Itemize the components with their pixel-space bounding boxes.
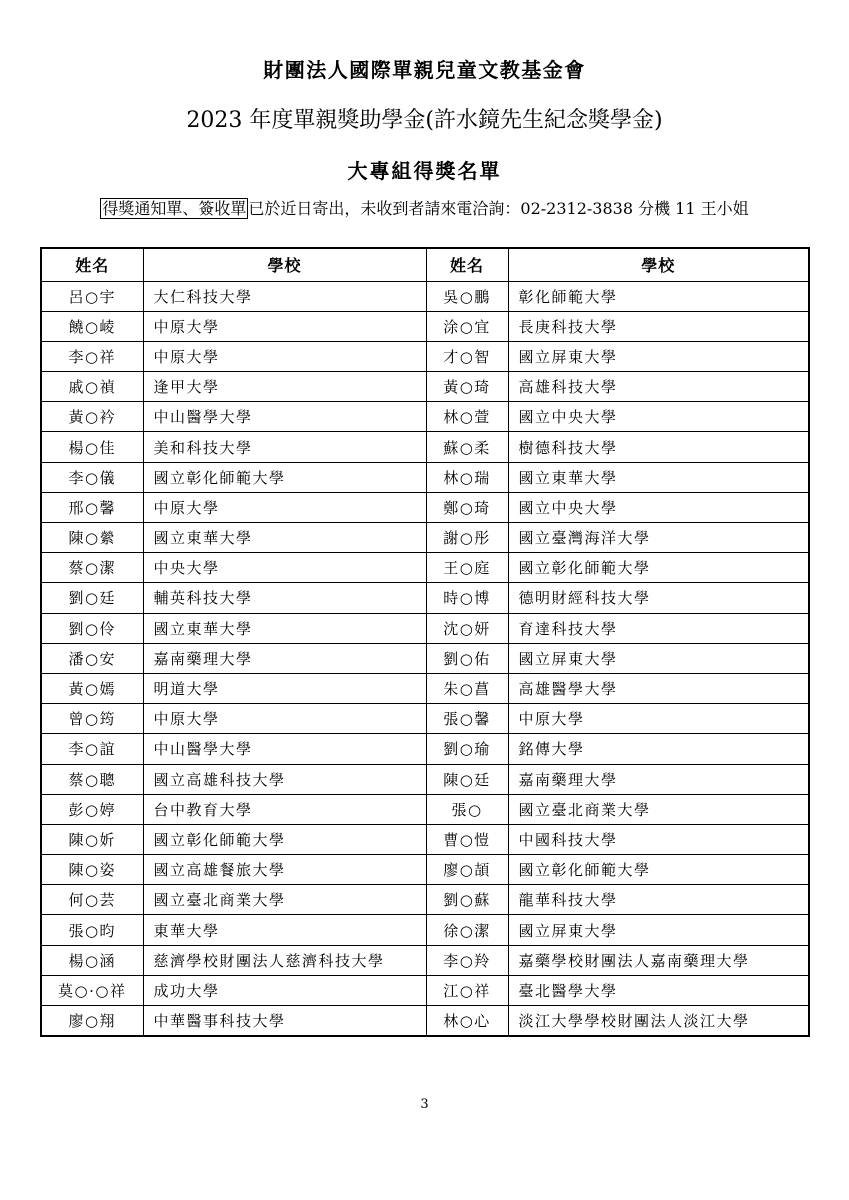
winner-name-cell: 鄭○琦 <box>426 492 508 522</box>
school-name-cell: 國立屏東大學 <box>508 341 809 371</box>
school-name-cell: 慈濟學校財團法人慈濟科技大學 <box>143 945 426 975</box>
school-name-cell: 中央大學 <box>143 553 426 583</box>
school-name-cell: 成功大學 <box>143 975 426 1005</box>
winner-name-cell: 黃○衿 <box>41 402 143 432</box>
table-row <box>41 583 809 613</box>
table-row <box>41 432 809 462</box>
table-row <box>41 794 809 824</box>
winner-name-cell: 劉○廷 <box>41 583 143 613</box>
school-name-cell: 國立臺北商業大學 <box>143 885 426 915</box>
school-name-cell: 國立東華大學 <box>143 613 426 643</box>
school-name-cell: 國立彰化師範大學 <box>508 553 809 583</box>
table-row <box>41 764 809 794</box>
school-name-cell: 中國科技大學 <box>508 824 809 854</box>
winner-name-cell: 張○ <box>426 794 508 824</box>
winner-name-cell: 江○祥 <box>426 975 508 1005</box>
table-row <box>41 372 809 402</box>
winner-name-cell: 林○萱 <box>426 402 508 432</box>
school-name-cell: 中原大學 <box>143 704 426 734</box>
winner-name-cell: 謝○彤 <box>426 523 508 553</box>
winner-name-cell: 劉○瑜 <box>426 734 508 764</box>
winner-name-cell: 潘○安 <box>41 643 143 673</box>
table-row <box>41 402 809 432</box>
winner-name-cell: 才○智 <box>426 341 508 371</box>
school-name-cell: 國立東華大學 <box>508 462 809 492</box>
winner-name-cell: 徐○潔 <box>426 915 508 945</box>
table-row <box>41 975 809 1005</box>
winner-name-cell: 楊○涵 <box>41 945 143 975</box>
winner-name-cell: 曹○愷 <box>426 824 508 854</box>
winner-name-cell: 張○馨 <box>426 704 508 734</box>
winner-name-cell: 何○芸 <box>41 885 143 915</box>
header-name-left: 姓名 <box>41 248 143 281</box>
school-name-cell: 中原大學 <box>143 492 426 522</box>
school-name-cell: 國立臺灣海洋大學 <box>508 523 809 553</box>
winner-name-cell: 戚○禎 <box>41 372 143 402</box>
school-name-cell: 中原大學 <box>143 311 426 341</box>
school-name-cell: 高雄醫學大學 <box>508 673 809 703</box>
winner-name-cell: 廖○翔 <box>41 1006 143 1036</box>
school-name-cell: 國立彰化師範大學 <box>508 855 809 885</box>
school-name-cell: 輔英科技大學 <box>143 583 426 613</box>
school-name-cell: 中山醫學大學 <box>143 402 426 432</box>
winner-name-cell: 曾○筠 <box>41 704 143 734</box>
school-name-cell: 國立高雄科技大學 <box>143 764 426 794</box>
winner-name-cell: 廖○頡 <box>426 855 508 885</box>
table-row <box>41 492 809 522</box>
winner-name-cell: 林○瑞 <box>426 462 508 492</box>
table-row <box>41 341 809 371</box>
school-name-cell: 明道大學 <box>143 673 426 703</box>
winner-name-cell: 莫○·○祥 <box>41 975 143 1005</box>
winners-table-header <box>41 248 809 281</box>
header-row <box>41 248 809 281</box>
winner-name-cell: 呂○宇 <box>41 281 143 311</box>
winner-name-cell: 劉○蘇 <box>426 885 508 915</box>
winner-name-cell: 劉○佑 <box>426 643 508 673</box>
school-name-cell: 大仁科技大學 <box>143 281 426 311</box>
notice-line <box>0 196 849 219</box>
school-name-cell: 嘉藥學校財團法人嘉南藥理大學 <box>508 945 809 975</box>
winner-name-cell: 時○博 <box>426 583 508 613</box>
school-name-cell: 國立中央大學 <box>508 402 809 432</box>
winner-name-cell: 蔡○聰 <box>41 764 143 794</box>
school-name-cell: 逢甲大學 <box>143 372 426 402</box>
notice-boxed-text: 得獎通知單、簽收單 <box>102 199 247 218</box>
table-row <box>41 523 809 553</box>
school-name-cell: 樹德科技大學 <box>508 432 809 462</box>
winner-name-cell: 黃○琦 <box>426 372 508 402</box>
table-row <box>41 643 809 673</box>
winner-name-cell: 黃○嫣 <box>41 673 143 703</box>
school-name-cell: 國立高雄餐旅大學 <box>143 855 426 885</box>
scholarship-title: 2023 年度單親獎助學金(許水鏡先生紀念獎學金) <box>186 108 663 133</box>
school-name-cell: 育達科技大學 <box>508 613 809 643</box>
table-row <box>41 915 809 945</box>
table-row <box>41 553 809 583</box>
winner-name-cell: 林○心 <box>426 1006 508 1036</box>
winner-name-cell: 沈○妍 <box>426 613 508 643</box>
school-name-cell: 中原大學 <box>508 704 809 734</box>
winner-name-cell: 蘇○柔 <box>426 432 508 462</box>
school-name-cell: 嘉南藥理大學 <box>508 764 809 794</box>
school-name-cell: 臺北醫學大學 <box>508 975 809 1005</box>
school-name-cell: 國立彰化師範大學 <box>143 824 426 854</box>
winner-name-cell: 陳○縈 <box>41 523 143 553</box>
school-name-cell: 美和科技大學 <box>143 432 426 462</box>
school-name-cell: 淡江大學學校財團法人淡江大學 <box>508 1006 809 1036</box>
table-row <box>41 824 809 854</box>
winner-name-cell: 李○羚 <box>426 945 508 975</box>
winner-name-cell: 劉○伶 <box>41 613 143 643</box>
winner-name-cell: 陳○妡 <box>41 824 143 854</box>
school-name-cell: 彰化師範大學 <box>508 281 809 311</box>
table-row <box>41 1006 809 1036</box>
winner-name-cell: 饒○崚 <box>41 311 143 341</box>
header-name-right: 姓名 <box>426 248 508 281</box>
winner-name-cell: 陳○廷 <box>426 764 508 794</box>
school-name-cell: 高雄科技大學 <box>508 372 809 402</box>
school-name-cell: 長庚科技大學 <box>508 311 809 341</box>
table-row <box>41 855 809 885</box>
winners-table <box>40 247 810 1037</box>
table-row <box>41 462 809 492</box>
winner-name-cell: 陳○姿 <box>41 855 143 885</box>
notice-text: 已於近日寄出，未收到者請來電洽詢：02-2312-3838 分機 11 王小姐 <box>248 199 749 218</box>
winner-name-cell: 蔡○潔 <box>41 553 143 583</box>
school-name-cell: 中山醫學大學 <box>143 734 426 764</box>
school-name-cell: 德明財經科技大學 <box>508 583 809 613</box>
winner-name-cell: 李○誼 <box>41 734 143 764</box>
school-name-cell: 國立中央大學 <box>508 492 809 522</box>
winner-name-cell: 李○儀 <box>41 462 143 492</box>
page-number: 3 <box>420 1097 429 1112</box>
school-name-cell: 中原大學 <box>143 341 426 371</box>
winner-name-cell: 張○昀 <box>41 915 143 945</box>
school-name-cell: 龍華科技大學 <box>508 885 809 915</box>
winner-name-cell: 朱○菖 <box>426 673 508 703</box>
table-row <box>41 734 809 764</box>
table-row <box>41 673 809 703</box>
winners-table-body <box>41 281 809 1036</box>
table-row <box>41 945 809 975</box>
winner-name-cell: 王○庭 <box>426 553 508 583</box>
header-school-left: 學校 <box>143 248 426 281</box>
table-row <box>41 311 809 341</box>
school-name-cell: 國立屏東大學 <box>508 643 809 673</box>
winner-name-cell: 李○祥 <box>41 341 143 371</box>
winner-name-cell: 楊○佳 <box>41 432 143 462</box>
organization-title: 財團法人國際單親兒童文教基金會 <box>263 58 586 82</box>
school-name-cell: 中華醫事科技大學 <box>143 1006 426 1036</box>
winner-name-cell: 吳○鵬 <box>426 281 508 311</box>
table-row <box>41 885 809 915</box>
table-row <box>41 281 809 311</box>
table-row <box>41 704 809 734</box>
school-name-cell: 國立東華大學 <box>143 523 426 553</box>
school-name-cell: 台中教育大學 <box>143 794 426 824</box>
school-name-cell: 嘉南藥理大學 <box>143 643 426 673</box>
school-name-cell: 國立臺北商業大學 <box>508 794 809 824</box>
winners-list-title: 大專組得獎名單 <box>347 159 502 183</box>
winner-name-cell: 涂○宜 <box>426 311 508 341</box>
winner-name-cell: 彭○婷 <box>41 794 143 824</box>
school-name-cell: 國立屏東大學 <box>508 915 809 945</box>
school-name-cell: 銘傳大學 <box>508 734 809 764</box>
header-school-right: 學校 <box>508 248 809 281</box>
table-row <box>41 613 809 643</box>
winner-name-cell: 邢○馨 <box>41 492 143 522</box>
school-name-cell: 東華大學 <box>143 915 426 945</box>
school-name-cell: 國立彰化師範大學 <box>143 462 426 492</box>
